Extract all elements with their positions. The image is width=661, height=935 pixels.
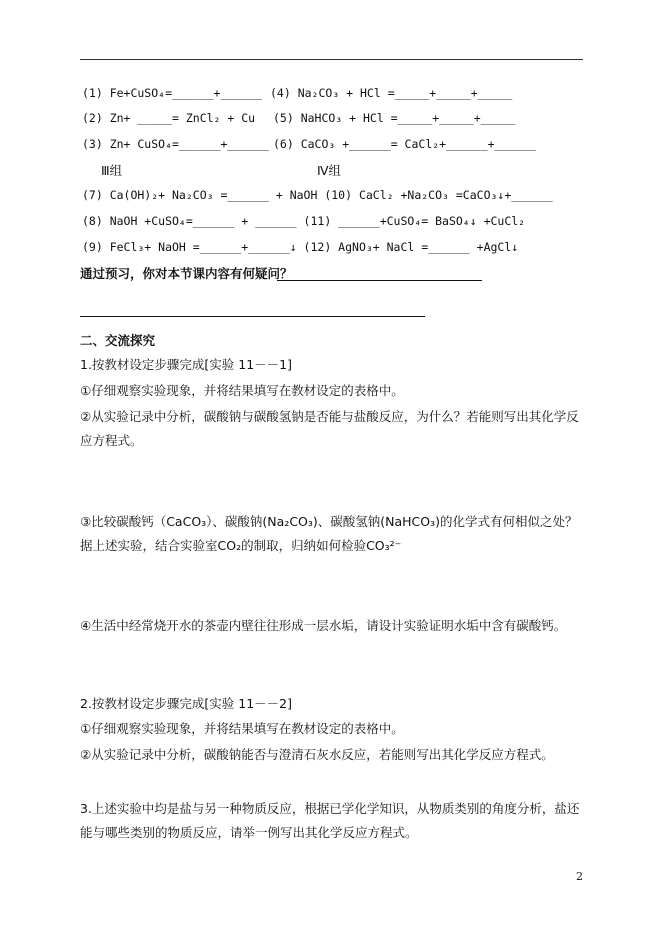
page-number: 2 [576,870,583,883]
step-2-item-1: ①仔细观察实验现象，并将结果填写在教材设定的表格中。 [80,721,404,736]
step-1-title: 1.按教材设定步骤完成[实验 11－－1] [80,357,293,372]
answer-line-1 [277,280,482,281]
step-2-item-2: ②从实验记录中分析，碳酸钠能否与澄清石灰水反应，若能则写出其化学反应方程式。 [80,747,554,762]
step-1-item-1: ①仔细观察实验现象，并将结果填写在教材设定的表格中。 [80,383,404,398]
equation-4: (4) Na₂CO₃ + HCl =_____+_____+_____ [270,86,513,100]
equation-6: (6) CaCO₃ +______= CaCl₂+______+______ [273,137,537,151]
answer-line-2 [80,316,425,317]
equation-1: (1) Fe+CuSO₄=______+______ [82,86,263,100]
step-1-item-2: ②从实验记录中分析，碳酸钠与碳酸氢钠是否能与盐酸反应，为什么？若能则写出其化学反应方程式。 [80,409,579,448]
equation-3: (3) Zn+ CuSO₄=______+______ [82,137,269,151]
header-rule [80,59,583,60]
preview-question: 通过预习，你对本节课内容有何疑问？ [80,266,293,281]
group-label-4: Ⅳ组 [317,163,342,178]
section-title: 二、交流探究 [80,333,156,348]
equation-5: (5) NaHCO₃ + HCl =_____+_____+_____ [273,111,516,125]
step-1-item-4: ④生活中经常烧开水的茶壶内壁往往形成一层水垢，请设计实验证明水垢中含有碳酸钙。 [80,618,567,633]
step-2-title: 2.按教材设定步骤完成[实验 11－－2] [80,696,293,711]
group-label-3: Ⅲ组 [101,163,123,178]
equation-row-8-11: (8) NaOH +CuSO₄=______ + ______ (11) ______+CuSO₄= BaSO₄↓ +CuCl₂ [82,214,526,228]
equation-row-9-12: (9) FeCl₃+ NaOH =______+______↓ (12) AgNO₃+ NaCl =______ +AgCl↓ [82,240,519,254]
step-3: 3.上述实验中均是盐与另一种物质反应，根据已学化学知识，从物质类别的角度分析，盐还能与哪些类别的物质反应，请举一例写出其化学反应方程式。 [80,801,580,840]
step-1-item-3: ③比较碳酸钙（CaCO₃）、碳酸钠(Na₂CO₃)、碳酸氢钠(NaHCO₃)的化学式有何相似之处？据上述实验，结合实验室CO₂的制取，归纳如何检验CO₃²⁻ [80,514,578,553]
equation-2: (2) Zn+ _____= ZnCl₂ + Cu [82,111,256,125]
equation-row-7-10: (7) Ca(OH)₂+ Na₂CO₃ =______ + NaOH (10) CaCl₂ +Na₂CO₃ =CaCO₃↓+______ [82,188,553,202]
